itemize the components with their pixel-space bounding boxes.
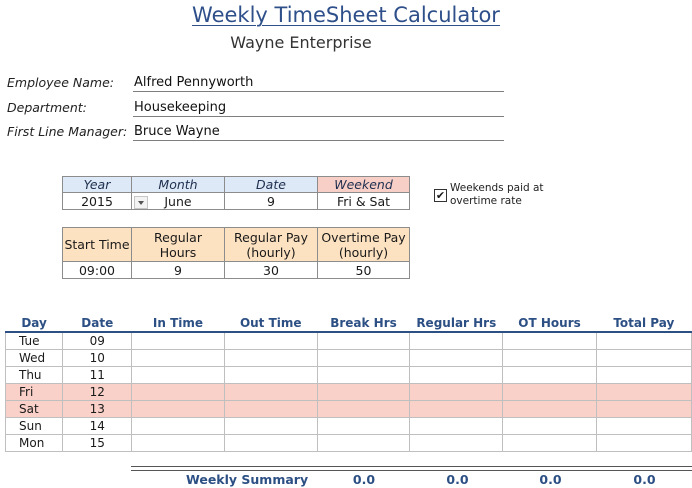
regular-hrs-cell [410,401,503,418]
day-cell: Sun [6,418,63,435]
overtime-pay-header-text: Overtime Pay (hourly) [321,229,406,260]
timesheet-table [5,314,692,452]
rates-table [62,227,410,279]
regular-pay-cell[interactable]: 30 [225,262,318,279]
month-header: Month [132,177,225,193]
month-cell[interactable] [132,193,225,210]
ot-hours-cell [503,384,596,401]
date-cell: 10 [63,350,132,367]
in-time-cell[interactable] [132,384,224,401]
ot-hours-cell [503,350,596,367]
date-cell[interactable]: 9 [225,193,318,210]
break-hrs-cell[interactable] [317,435,409,452]
summary-ot-hours: 0.0 [539,472,562,487]
summary-divider [131,466,692,471]
month-dropdown-arrow-icon[interactable] [134,196,148,209]
weekend-header: Weekend [318,177,410,193]
out-time-cell[interactable] [224,350,317,367]
timesheet-header-row [6,314,692,332]
day-cell: Wed [6,350,63,367]
total-pay-cell [596,384,691,401]
out-time-cell[interactable] [224,435,317,452]
break-hrs-cell[interactable] [317,367,409,384]
col-regular-hrs: Regular Hrs [410,314,503,332]
break-hrs-cell[interactable] [317,418,409,435]
employee-name-field[interactable]: Alfred Pennyworth [133,74,504,92]
col-in-time: In Time [132,314,224,332]
manager-label: First Line Manager: [7,124,128,139]
year-header: Year [63,177,132,193]
day-cell: Mon [6,435,63,452]
start-time-header: Start Time [63,228,132,262]
regular-pay-header [225,228,318,262]
regular-pay-header-text: Regular Pay (hourly) [234,229,308,260]
date-cell: 13 [63,401,132,418]
weekend-cell[interactable]: Fri & Sat [318,193,410,210]
regular-hours-header [132,228,225,262]
weekend-overtime-label-line2: overtime rate [450,195,522,207]
table-row [6,332,692,350]
out-time-cell[interactable] [224,401,317,418]
table-row [6,401,692,418]
weekend-overtime-checkbox[interactable]: ✔ [435,189,446,202]
title-text: Weekly TimeSheet Calculator [192,3,500,27]
ot-hours-cell [503,367,596,384]
day-cell: Fri [6,384,63,401]
month-value: June [164,193,192,209]
in-time-cell[interactable] [132,367,224,384]
regular-hrs-cell [410,367,503,384]
summary-total-pay: 0.0 [633,472,656,487]
manager-field[interactable]: Bruce Wayne [133,123,504,141]
date-cell: 14 [63,418,132,435]
ot-hours-cell [503,418,596,435]
date-cell: 15 [63,435,132,452]
col-date: Date [63,314,132,332]
regular-hrs-cell [410,350,503,367]
date-header: Date [225,177,318,193]
table-row [6,384,692,401]
in-time-cell[interactable] [132,401,224,418]
overtime-pay-header [318,228,410,262]
day-cell: Tue [6,332,63,350]
out-time-cell[interactable] [224,418,317,435]
total-pay-cell [596,401,691,418]
period-table [62,176,410,210]
regular-hours-header-text: Regular Hours [154,229,202,260]
regular-hrs-cell [410,332,503,350]
summary-regular-hrs: 0.0 [446,472,469,487]
regular-hrs-cell [410,435,503,452]
out-time-cell[interactable] [224,367,317,384]
weekly-summary-label: Weekly Summary [186,472,309,487]
start-time-cell[interactable]: 09:00 [63,262,132,279]
total-pay-cell [596,350,691,367]
year-cell[interactable]: 2015 [63,193,132,210]
department-label: Department: [7,100,87,115]
col-out-time: Out Time [224,314,317,332]
total-pay-cell [596,367,691,384]
timesheet-body [6,332,692,452]
ot-hours-cell [503,401,596,418]
day-cell: Thu [6,367,63,384]
col-day: Day [6,314,63,332]
regular-hrs-cell [410,418,503,435]
date-cell: 11 [63,367,132,384]
day-cell: Sat [6,401,63,418]
table-row [6,435,692,452]
total-pay-cell [596,418,691,435]
table-row [6,350,692,367]
total-pay-cell [596,435,691,452]
table-row [6,418,692,435]
weekend-overtime-label [450,182,544,208]
regular-hrs-cell [410,384,503,401]
weekend-overtime-label-line1: Weekends paid at [450,182,544,194]
break-hrs-cell[interactable] [317,332,409,350]
table-row [6,367,692,384]
page-title [0,3,692,27]
in-time-cell[interactable] [132,350,224,367]
ot-hours-cell [503,435,596,452]
break-hrs-cell[interactable] [317,350,409,367]
date-cell: 12 [63,384,132,401]
col-ot-hours: OT Hours [503,314,596,332]
total-pay-cell [596,332,691,350]
col-break-hrs: Break Hrs [317,314,409,332]
in-time-cell[interactable] [132,418,224,435]
company-name: Wayne Enterprise [230,33,372,52]
overtime-pay-cell[interactable]: 50 [318,262,410,279]
break-hrs-cell[interactable] [317,384,409,401]
break-hrs-cell[interactable] [317,401,409,418]
date-cell: 09 [63,332,132,350]
in-time-cell[interactable] [132,435,224,452]
regular-hours-cell[interactable]: 9 [132,262,225,279]
summary-break-hrs: 0.0 [352,472,376,487]
department-field[interactable]: Housekeeping [133,99,504,117]
employee-name-label: Employee Name: [7,75,114,90]
out-time-cell[interactable] [224,332,317,350]
out-time-cell[interactable] [224,384,317,401]
ot-hours-cell [503,332,596,350]
in-time-cell[interactable] [132,332,224,350]
col-total-pay: Total Pay [596,314,691,332]
